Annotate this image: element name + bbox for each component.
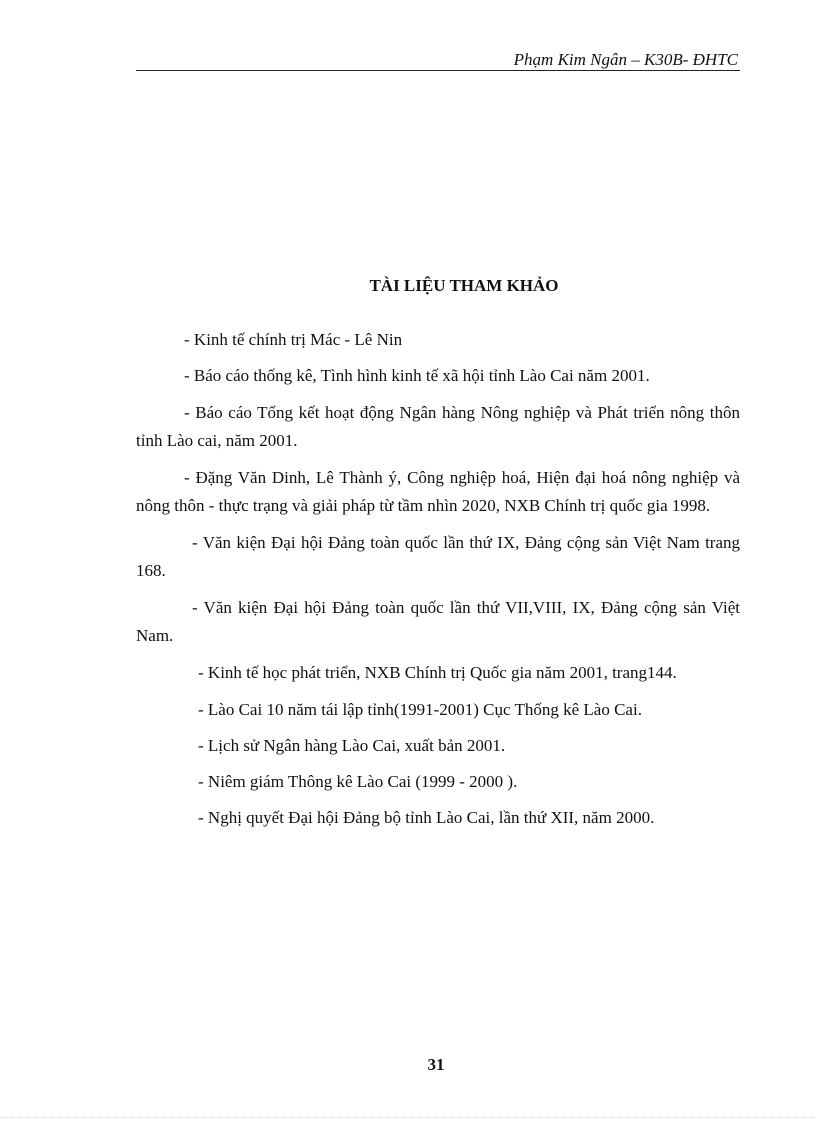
references-list <box>136 326 740 832</box>
references-title: TÀI LIỆU THAM KHẢO <box>369 276 559 295</box>
reference-item: - Văn kiện Đại hội Đảng toàn quốc lần thứ VII,VIII, IX, Đảng cộng sản Việt Nam. <box>136 598 740 645</box>
page-number: 31 <box>427 1055 445 1074</box>
header-author-text: Phạm Kim Ngân – K30B- ĐHTC <box>513 50 738 69</box>
header-rule <box>136 70 740 71</box>
reference-item: - Kinh tế học phát triển, NXB Chính trị Quốc gia năm 2001, trang144. <box>198 663 677 682</box>
reference-item: - Lào Cai 10 năm tái lập tỉnh(1991-2001) Cục Thống kê Lào Cai. <box>198 700 642 719</box>
reference-item: - Báo cáo thống kê, Tình hình kinh tế xã hội tỉnh Lào Cai năm 2001. <box>184 366 650 385</box>
reference-item: - Báo cáo Tổng kết hoạt động Ngân hàng Nông nghiệp và Phát triển nông thôn tỉnh Lào cai, năm 2001. <box>136 403 740 450</box>
reference-item: - Niêm giám Thông kê Lào Cai (1999 - 2000 ). <box>198 772 518 791</box>
reference-item: - Kinh tế chính trị Mác - Lê Nin <box>184 330 403 349</box>
reference-item: - Đặng Văn Dinh, Lê Thành ý, Công nghiệp hoá, Hiện đại hoá nông nghiệp và nông thôn - thực trạng và giải pháp từ tầm nhìn 2020, NXB Chính trị quốc gia 1998. <box>136 468 740 515</box>
reference-item: - Văn kiện Đại hội Đảng toàn quốc lần thứ IX, Đảng cộng sản Việt Nam trang 168. <box>136 533 740 580</box>
page-bottom-edge <box>0 1117 816 1118</box>
page-header <box>136 50 740 72</box>
reference-item: - Lịch sử Ngân hàng Lào Cai, xuất bản 2001. <box>198 736 506 755</box>
reference-item: - Nghị quyết Đại hội Đảng bộ tỉnh Lào Cai, lần thứ XII, năm 2000. <box>198 808 655 827</box>
